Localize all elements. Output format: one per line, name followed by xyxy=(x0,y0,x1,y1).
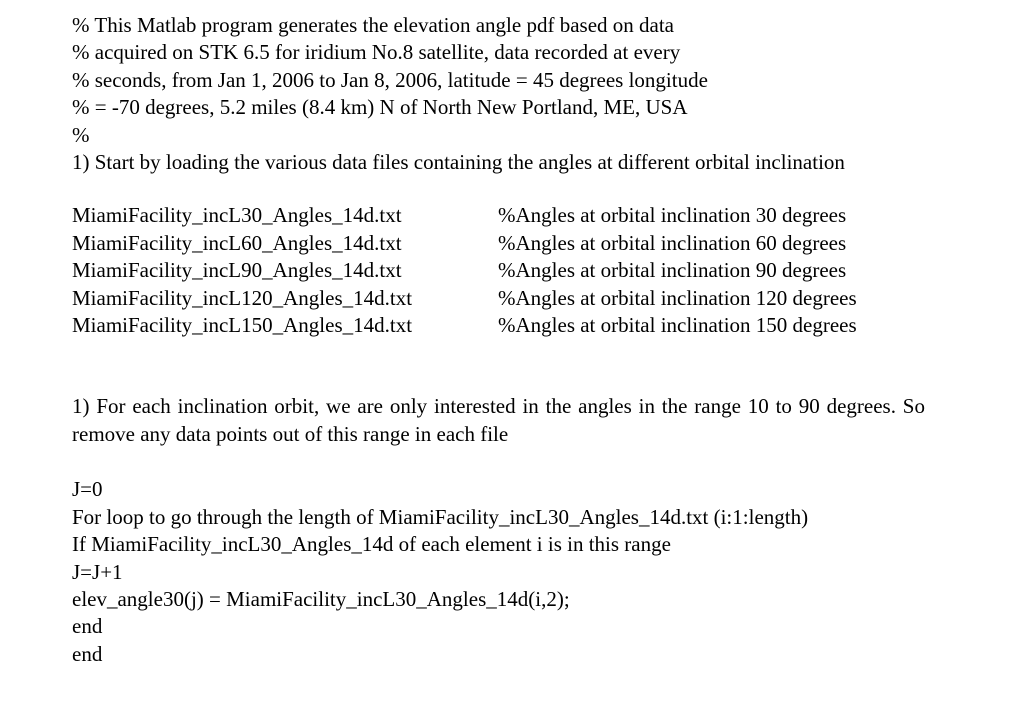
file-name: MiamiFacility_incL150_Angles_14d.txt xyxy=(72,313,413,338)
document-page xyxy=(72,12,932,668)
code-line: end xyxy=(72,641,103,666)
file-name: MiamiFacility_incL90_Angles_14d.txt xyxy=(72,258,402,283)
file-name: MiamiFacility_incL60_Angles_14d.txt xyxy=(72,230,402,255)
code-line: For loop to go through the length of MiamiFacility_incL30_Angles_14d.txt (i:1:length) xyxy=(72,504,809,529)
file-comment: %Angles at orbital inclination 60 degrees xyxy=(498,230,847,255)
code-line: J=0 xyxy=(72,477,103,502)
code-line: elev_angle30(j) = MiamiFacility_incL30_Angles_14d(i,2); xyxy=(72,586,570,611)
file-comment: %Angles at orbital inclination 90 degrees xyxy=(498,258,847,283)
code-line: If MiamiFacility_incL30_Angles_14d of each element i is in this range xyxy=(72,532,671,557)
file-name: MiamiFacility_incL120_Angles_14d.txt xyxy=(72,285,413,310)
header-comment-block xyxy=(72,12,932,149)
file-comment: %Angles at orbital inclination 150 degrees xyxy=(498,313,857,338)
code-line: J=J+1 xyxy=(72,559,123,584)
step-one-paragraph: 1) Start by loading the various data files containing the angles at different orbital inclination xyxy=(72,150,845,175)
comment-line: % This Matlab program generates the elevation angle pdf based on data xyxy=(72,13,674,37)
comment-line: % = -70 degrees, 5.2 miles (8.4 km) N of North New Portland, ME, USA xyxy=(72,95,688,120)
comment-line: % seconds, from Jan 1, 2006 to Jan 8, 2006, latitude = 45 degrees longitude xyxy=(72,67,708,92)
file-name: MiamiFacility_incL30_Angles_14d.txt xyxy=(72,203,402,228)
pseudo-code-block xyxy=(72,476,932,668)
file-comment: %Angles at orbital inclination 120 degrees xyxy=(498,285,857,310)
comment-line: % acquired on STK 6.5 for iridium No.8 satellite, data recorded at every xyxy=(72,40,681,65)
step-two-paragraph: 1) For each inclination orbit, we are only interested in the angles in the range 10 to 90 degrees. So remove any data points out of this range in each file xyxy=(72,394,925,446)
comment-line: % xyxy=(72,122,90,147)
file-list xyxy=(72,202,932,339)
code-line: end xyxy=(72,614,103,639)
file-comment: %Angles at orbital inclination 30 degrees xyxy=(498,203,847,228)
